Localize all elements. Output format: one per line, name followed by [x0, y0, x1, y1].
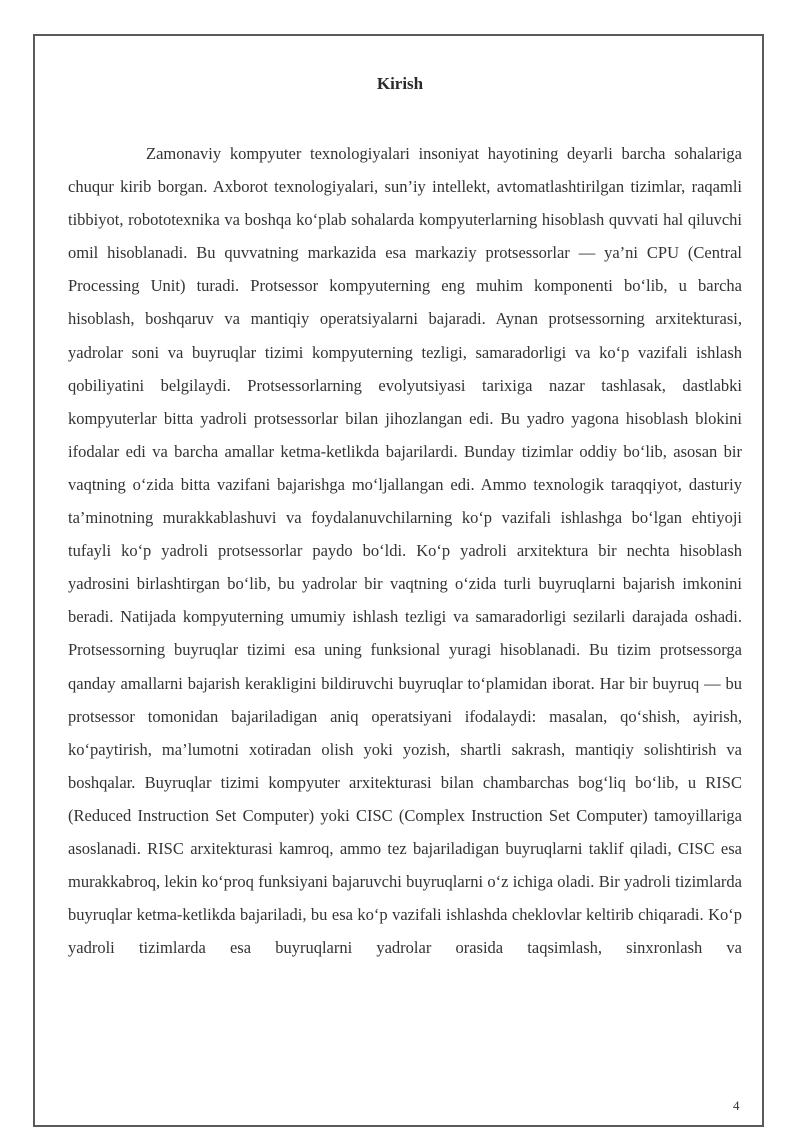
page-number: 4 [733, 1098, 740, 1113]
page-title: Kirish [376, 74, 424, 93]
body-paragraph: Zamonaviy kompyuter texnologiyalari insoniyat hayotining deyarli barcha sohalariga chuqur kirib borgan. Axborot texnologiyalari, sun’iy intellekt, avtomatlashtirilgan tizimlar, raqamli tibbiyot, robototexnika va boshqa ko‘plab sohalarda kompyuterlarning hisoblash quvvati hal qiluvchi omil hisoblanadi. Bu quvvatning markazida esa markaziy protsessorlar — ya’ni CPU (Central Processing Unit) turadi. Protsessor kompyuterning eng muhim komponenti bo‘lib, u barcha hisoblash, boshqaruv va mantiqiy operatsiyalarni bajaradi. Aynan protsessorning arxitekturasi, yadrolar soni va buyruqlar tizimi kompyuterning tezligi, samaradorligi va ko‘p vazifali ishlash qobiliyatini belgilaydi. Protsessorlarning evolyutsiyasi tarixiga nazar tashlasak, dastlabki kompyuterlar bitta yadroli protsessorlar bilan jihozlangan edi. Bu yadro yagona hisoblash blokini ifodalar edi va barcha amallar ketma-ketlikda bajarilardi. Bunday tizimlar oddiy bo‘lib, asosan bir vaqtning o‘zida bitta vazifani bajarishga mo‘ljallangan edi. Ammo texnologik taraqqiyot, dasturiy ta’minotning murakkablashuvi va foydalanuvchilarning ko‘p vazifali ishlashga bo‘lgan ehtiyoji tufayli ko‘p yadroli protsessorlar paydo bo‘ldi. Ko‘p yadroli arxitektura bir nechta hisoblash yadrosini birlashtirgan bo‘lib, bu yadrolar bir vaqtning o‘zida turli buyruqlarni bajarish imkonini beradi. Natijada kompyuterning umumiy ishlash tezligi va samaradorligi sezilarli darajada oshadi. Protsessorning buyruqlar tizimi esa uning funksional yuragi hisoblanadi. Bu tizim protsessorga qanday amallarni bajarish kerakligini bildiruvchi buyruqlar to‘plamidan iborat. Har bir buyruq — bu protsessor tomonidan bajariladigan aniq operatsiyani ifodalaydi: masalan, qo‘shish, ayirish, ko‘paytirish, ma’lumotni xotiradan olish yoki yozish, shartli sakrash, mantiqiy solishtirish va boshqalar. Buyruqlar tizimi kompyuter arxitekturasi bilan chambarchas bog‘liq bo‘lib, u RISC (Reduced Instruction Set Computer) yoki CISC (Complex Instruction Set Computer) tamoyillariga asoslanadi. RISC arxitekturasi kamroq, ammo tez bajariladigan buyruqlarni taklif qiladi, CISC esa murakkabroq, lekin ko‘proq funksiyani bajaruvchi buyruqlarni o‘z ichiga oladi. Bir yadroli tizimlarda buyruqlar ketma-ketlikda bajariladi, bu esa ko‘p vazifali ishlashda cheklovlar keltirib chiqaradi. Ko‘p yadroli tizimlarda esa buyruqlarni yadrolar orasida taqsimlash, sinxronlash va [68, 144, 742, 958]
